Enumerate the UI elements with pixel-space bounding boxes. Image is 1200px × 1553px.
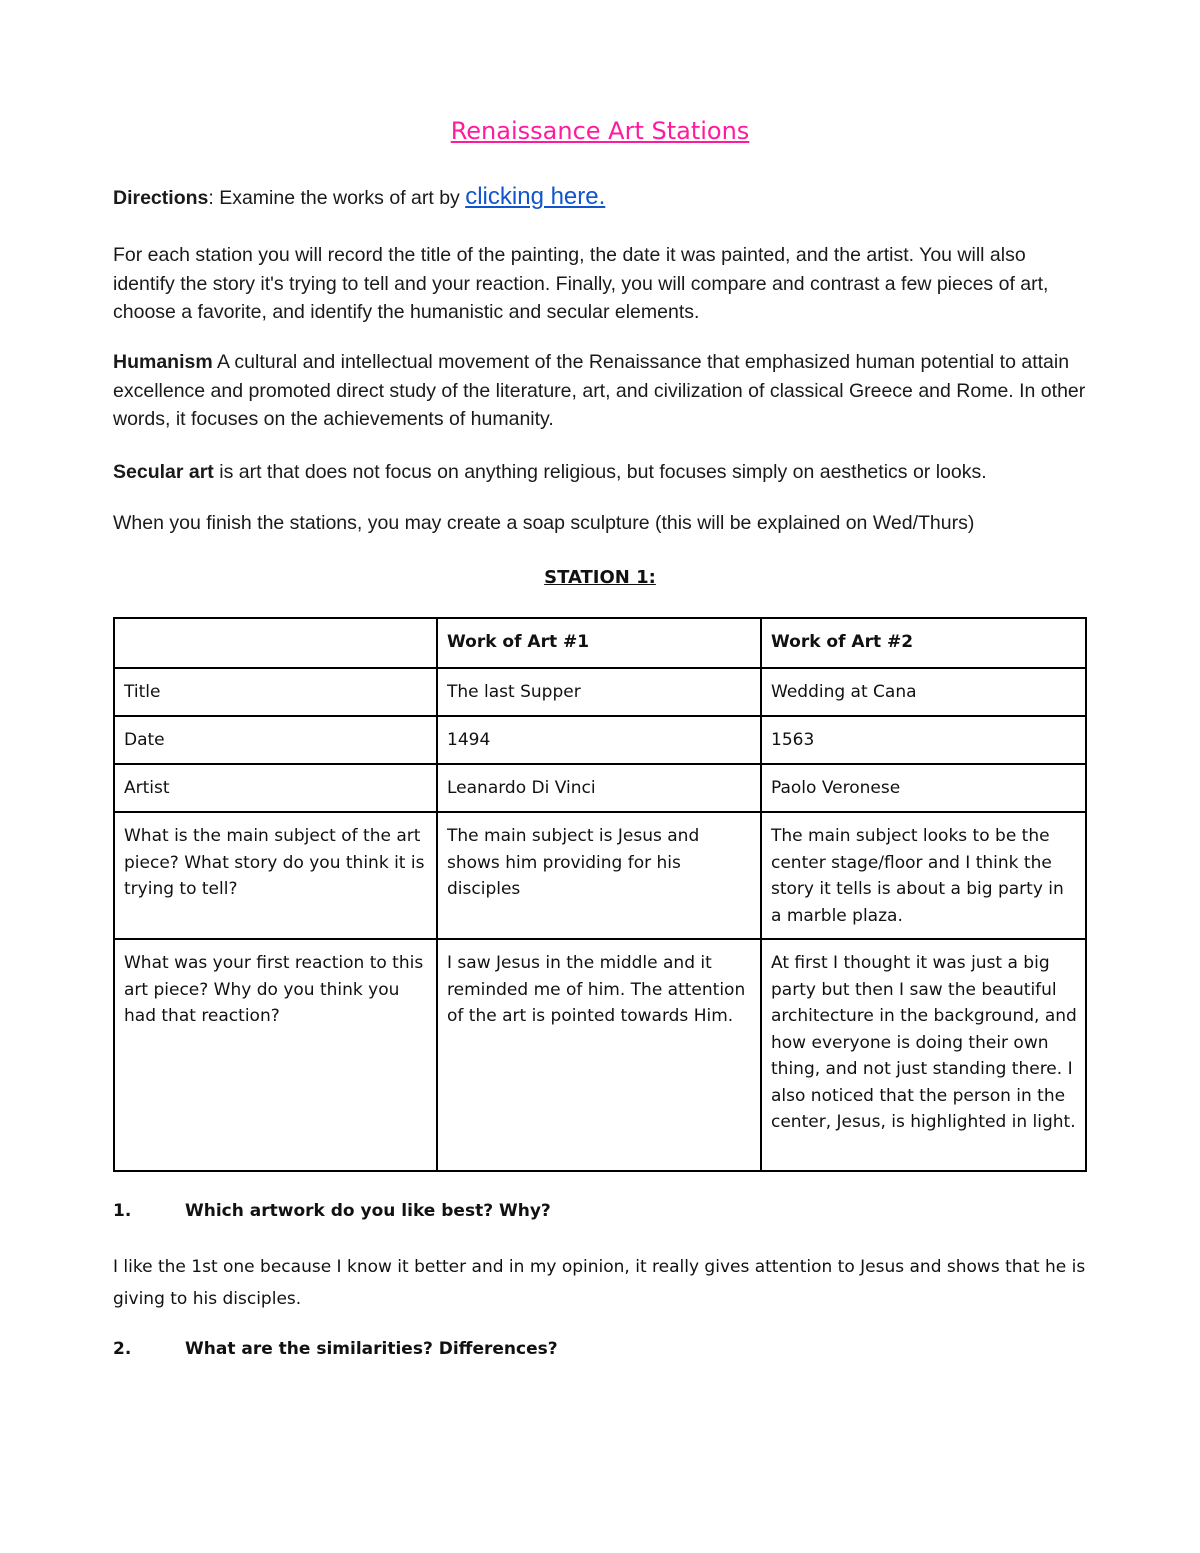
table-row	[114, 668, 1086, 716]
table-cell: Paolo Veronese	[761, 764, 1086, 812]
row-label-date: Date	[114, 716, 437, 764]
question-number: 2.	[113, 1339, 132, 1359]
answer-1: I like the 1st one because I know it better and in my opinion, it really gives attention to Jesus and shows that he is giving to his disciples.	[113, 1257, 1086, 1309]
directions-label: Directions	[113, 187, 209, 209]
finish-note: When you finish the stations, you may create a soap sculpture (this will be explained on Wed/Thurs)	[113, 512, 975, 534]
table-row	[114, 812, 1086, 939]
row-label-main-subject: What is the main subject of the art piece? What story do you think it is trying to tell?	[114, 812, 437, 939]
clicking-here-link[interactable]: clicking here.	[465, 183, 606, 210]
row-label-title: Title	[114, 668, 437, 716]
table-cell: Leanardo Di Vinci	[437, 764, 761, 812]
question-text: Which artwork do you like best? Why?	[185, 1201, 551, 1221]
table-row	[114, 764, 1086, 812]
secular-paragraph	[113, 458, 1088, 487]
intro-paragraph: For each station you will record the title of the painting, the date it was painted, and the artist. You will also identify the story it's trying to tell and your reaction. Finally, you will compare and contrast a few pieces of art, choose a favorite, and identify the humanistic and secular elements.	[113, 244, 1049, 323]
table-cell: The main subject is Jesus and shows him providing for his disciples	[437, 812, 761, 939]
humanism-definition: A cultural and intellectual movement of the Renaissance that emphasized human potential to attain excellence and promoted direct study of the literature, art, and civilization of classical Greece and Rome. In other words, it focuses on the achievements of humanity.	[113, 351, 1086, 430]
question-1	[113, 1201, 551, 1221]
table-row	[114, 939, 1086, 1171]
question-2	[113, 1339, 558, 1359]
page-title: Renaissance Art Stations	[450, 117, 750, 145]
table-cell: At first I thought it was just a big party but then I saw the beautiful architecture in the background, and how everyone is doing their own thing, and not just standing there. I also noticed that the person in the center, Jesus, is highlighted in light.	[761, 939, 1086, 1171]
table-cell: The main subject looks to be the center stage/floor and I think the story it tells is about a big party in a marble plaza.	[761, 812, 1086, 939]
station-table	[113, 617, 1087, 1172]
directions-paragraph	[113, 183, 1088, 213]
row-label-artist: Artist	[114, 764, 437, 812]
table-cell: 1563	[761, 716, 1086, 764]
table-header-cell: Work of Art #1	[437, 618, 761, 668]
table-cell: Wedding at Cana	[761, 668, 1086, 716]
table-cell: 1494	[437, 716, 761, 764]
directions-text: : Examine the works of art by	[208, 187, 466, 209]
table-header-cell	[114, 618, 437, 668]
secular-definition: is art that does not focus on anything religious, but focuses simply on aesthetics or looks.	[213, 461, 987, 483]
table-header-row	[114, 618, 1086, 668]
question-text: What are the similarities? Differences?	[185, 1339, 558, 1359]
table-cell: I saw Jesus in the middle and it reminded me of him. The attention of the art is pointed towards Him.	[437, 939, 761, 1171]
question-number: 1.	[113, 1201, 132, 1221]
table-cell: The last Supper	[437, 668, 761, 716]
humanism-paragraph	[113, 348, 1088, 434]
table-row	[114, 716, 1086, 764]
secular-label: Secular art	[113, 461, 214, 483]
table-header-cell: Work of Art #2	[761, 618, 1086, 668]
humanism-label: Humanism	[113, 351, 213, 373]
row-label-first-reaction: What was your first reaction to this art piece? Why do you think you had that reaction?	[114, 939, 437, 1171]
station-heading: STATION 1:	[544, 567, 656, 588]
